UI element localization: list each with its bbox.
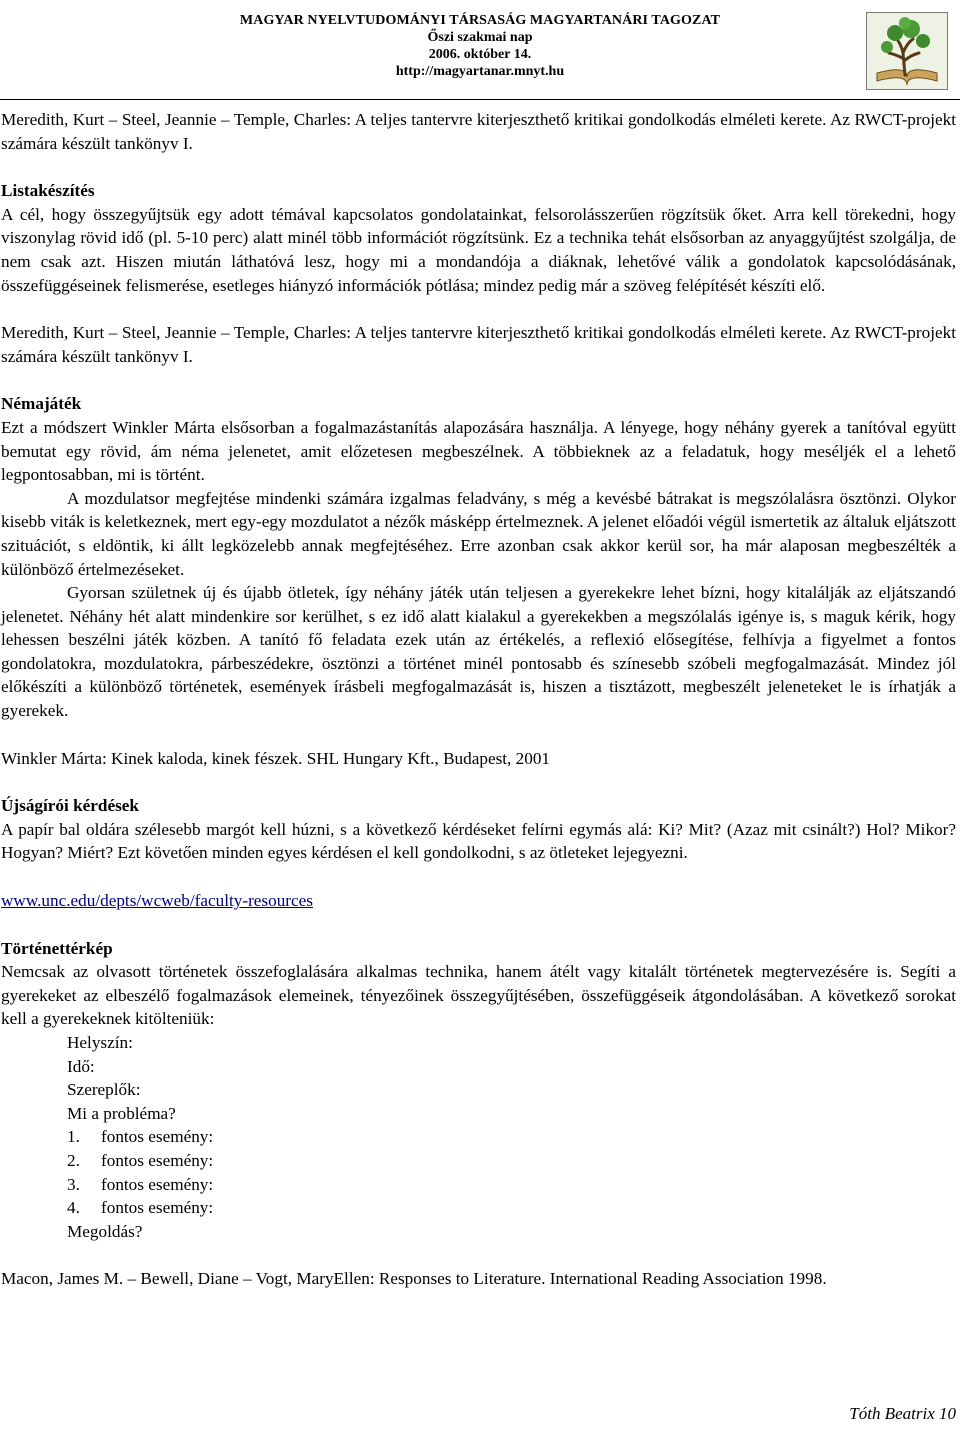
header-org: MAGYAR NYELVTUDOMÁNYI TÁRSASÁG MAGYARTANÁRI TAGOZAT: [239, 13, 721, 28]
list-item: [67, 1173, 956, 1197]
list-text: fontos esemény:: [101, 1150, 214, 1170]
section-title-ujsagiroi: Újságírói kérdések: [1, 796, 139, 816]
reference-4: Macon, James M. – Bewell, Diane – Vogt, MaryEllen: Responses to Literature. International Reading Association 1998.: [1, 1269, 827, 1289]
listakeszites-paragraph: A cél, hogy összegyűjtsük egy adott témával kapcsolatos gondolatainkat, felsorolásszerűen rögzítsük őket. Arra kell törekedni, hogy viszonylag rövid idő (pl. 5-10 perc) alatt minél több információt rögzítsünk. Ez a technika tehát elsősorban az anyaggyűjtést szolgálja, de nem csak azt. Hiszen miután láthatóvá lesz, hogy mi a mondandója a diáknak, lehetővé válik a gondolatok kapcsolódásának, összefüggéseinek felismerése, esetleges hiányzó információk pótlása; mindez pedig már a szöveg felépítését készíti elő.: [1, 204, 956, 295]
section-title-listakeszites: Listakészítés: [1, 181, 95, 201]
page-header: [0, 6, 960, 98]
list-item: Szereplők:: [67, 1080, 141, 1100]
list-number: 2.: [67, 1150, 80, 1170]
reference-3: Winkler Márta: Kinek kaloda, kinek fészek. SHL Hungary Kft., Budapest, 2001: [1, 748, 551, 768]
header-text: [170, 12, 790, 80]
list-item: [67, 1196, 956, 1220]
header-url: http://magyartanar.mnyt.hu: [395, 64, 565, 79]
story-map-list: [1, 1031, 956, 1243]
reference-2: Meredith, Kurt – Steel, Jeannie – Temple, Charles: A teljes tantervre kiterjeszthető kritikai gondolkodás elméleti kerete. Az RWCT-projekt számára készült tankönyv I.: [1, 323, 956, 366]
section-title-nemajatek: Némajáték: [1, 394, 82, 414]
reference-1: Meredith, Kurt – Steel, Jeannie – Temple, Charles: A teljes tantervre kiterjeszthető kritikai gondolkodás elméleti kerete. Az RWCT-projekt számára készült tankönyv I.: [1, 110, 956, 153]
document-body: [1, 108, 956, 1291]
nemajatek-paragraph-2: A mozdulatsor megfejtése mindenki számára izgalmas feladvány, s még a kevésbé bátrakat is megszólalásra ösztönzi. Olykor kisebb viták is keletkeznek, mert egy-egy mozdulatot a nézők másképp értelmeznek. A jelenet előadói végül ismertetik az általuk eljátszott szituációt, s eldöntik, ki állt legközelebb annak megfejtéséhez. Erre azonban csak akkor kerül sor, ha már alaposan megbeszélték a különböző értelmezéseket.: [1, 488, 956, 579]
footer-author: Tóth Beatrix: [849, 1404, 935, 1423]
tree-book-logo-icon: [866, 12, 948, 90]
page-footer: [849, 1404, 956, 1424]
list-item: Mi a probléma?: [67, 1103, 176, 1123]
list-number: 4.: [67, 1198, 80, 1218]
list-item: [67, 1149, 956, 1173]
section-title-tortenetterkep: Történettérkép: [1, 938, 113, 958]
list-item: Megoldás?: [67, 1221, 143, 1241]
list-text: fontos esemény:: [101, 1127, 214, 1147]
list-item: Idő:: [67, 1056, 95, 1076]
list-number: 3.: [67, 1174, 80, 1194]
header-event: Őszi szakmai nap: [427, 30, 533, 45]
nemajatek-paragraph-3: Gyorsan születnek új és újabb ötletek, így néhány játék után teljesen a gyerekekre lehet bízni, hogy kitalálják az eljátszandó jelenetet. Néhány hét alatt mindenkire sor kerülhet, s ez idő alatt kialakul a gyerekekben a megszólalás igénye is, s maguk kérik, hogy lehessen beszélni játék közben. A tanító fő feladata ezek után az értékelés, a reflexió elősegítése, felhívja a figyelmet a fontos gondolatokra, mozdulatokra, párbeszédekre, ösztönzi a történet minél pontosabb és színesebb szóbeli megfogalmazását. Mindez jól előkészíti a különböző történetek, események írásbeli megfogalmazását is, hiszen a tisztázott, megbeszélt jeleneteket le is írhatják a gyerekek.: [1, 583, 956, 721]
header-date: 2006. október 14.: [428, 47, 532, 62]
ujsagiroi-paragraph: A papír bal oldára szélesebb margót kell húzni, s a következő kérdéseket felírni egymás alá: Ki? Mit? (Azaz mit csinált?) Hol? Mikor? Hogyan? Miért? Ezt követően minden egyes kérdésen el kell gondolkodni, s az ötleteket lejegyezni.: [1, 819, 956, 863]
list-item: [67, 1125, 956, 1149]
nemajatek-paragraph-1: Ezt a módszert Winkler Márta elsősorban a fogalmazástanítás alapozására használja. A lényege, hogy néhány gyerek a tanítóval együtt bemutat egy rövid, ám néma jelenetet, amit előzetesen megbeszélnek. A többieknek az a feladatuk, hogy meséljék el a lehető legpontosabban, mi is történt.: [1, 417, 956, 485]
tortenetterkep-paragraph: Nemcsak az olvasott történetek összefoglalására alkalmas technika, hanem átélt vagy kitalált történetek megtervezésére is. Segíti a gyerekeket az elbeszélő fogalmazások elemeinek, tényezőinek összegyűjtésében, összefüggéseik átgondolásában. A következő sorokat kell a gyerekeknek kitölteniük:: [1, 962, 956, 1029]
list-text: fontos esemény:: [101, 1198, 214, 1218]
list-text: fontos esemény:: [101, 1174, 214, 1194]
list-number: 1.: [67, 1127, 80, 1147]
header-rule: [0, 99, 960, 100]
faculty-resources-link[interactable]: www.unc.edu/depts/wcweb/faculty-resources: [1, 891, 313, 911]
page-number: 10: [939, 1404, 956, 1423]
list-item: Helyszín:: [67, 1033, 133, 1052]
